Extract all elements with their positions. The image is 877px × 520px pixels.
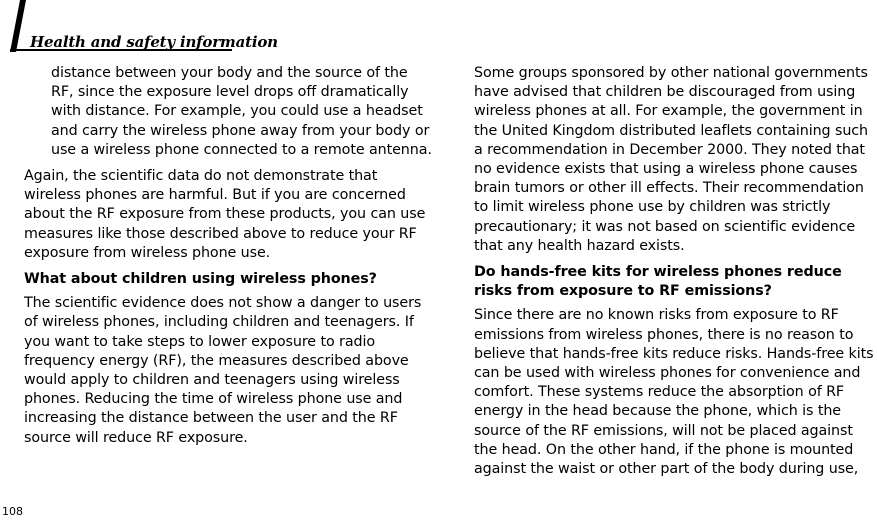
hands-free-section-heading: Do hands-free kits for wireless phones reduce risks from exposure to RF emissions? [474, 264, 842, 300]
hands-free-section-paragraph: Since there are no known risks from exposure to RF emissions from wireless phones, there is no reason to believe that hands-free kits reduce risks. Hands-free kits can be used with wireless phones for convenience and comfort. These systems reduce the absorption of RF energy in the head because the phone, which is the source of the RF emissions, will not be placed against the head. On the other hand, if the phone is mounted against the waist or other part of the body during use, [474, 307, 874, 478]
page-number: 108 [2, 505, 23, 518]
continued-bullet-paragraph: distance between your body and the source of the RF, since the exposure level drops off dramatically with distance. For example, you could use a headset and carry the wireless phone away from your body or use a wireless phone connected to a remote antenna. [51, 65, 432, 158]
left-column [24, 64, 432, 455]
header-accent-bar [10, 0, 26, 52]
page-header-title: Health and safety information [30, 33, 278, 51]
scientific-data-paragraph: Again, the scientific data do not demonstrate that wireless phones are harmful. But if you are concerned about the RF exposure from these products, you can use measures like those described above to reduce your RF exposure from wireless phone use. [24, 168, 426, 261]
children-section-paragraph: The scientific evidence does not show a danger to users of wireless phones, including children and teenagers. If you want to take steps to lower exposure to radio frequency energy (RF), the measures described above would apply to children and teenagers using wireless phones. Reducing the time of wireless phone use and increasing the distance between the user and the RF source will reduce RF exposure. [24, 295, 422, 446]
national-governments-paragraph: Some groups sponsored by other national governments have advised that children be discouraged from using wireless phones at all. For example, the government in the United Kingdom distributed leaflets containing such a recommendation in December 2000. They noted that no evidence exists that using a wireless phone causes brain tumors or other ill effects. Their recommendation to limit wireless phone use by children was strictly precautionary; it was not based on scientific evidence that any health hazard exists. [474, 65, 868, 254]
children-section-heading: What about children using wireless phones? [24, 271, 377, 288]
right-column [474, 64, 877, 486]
